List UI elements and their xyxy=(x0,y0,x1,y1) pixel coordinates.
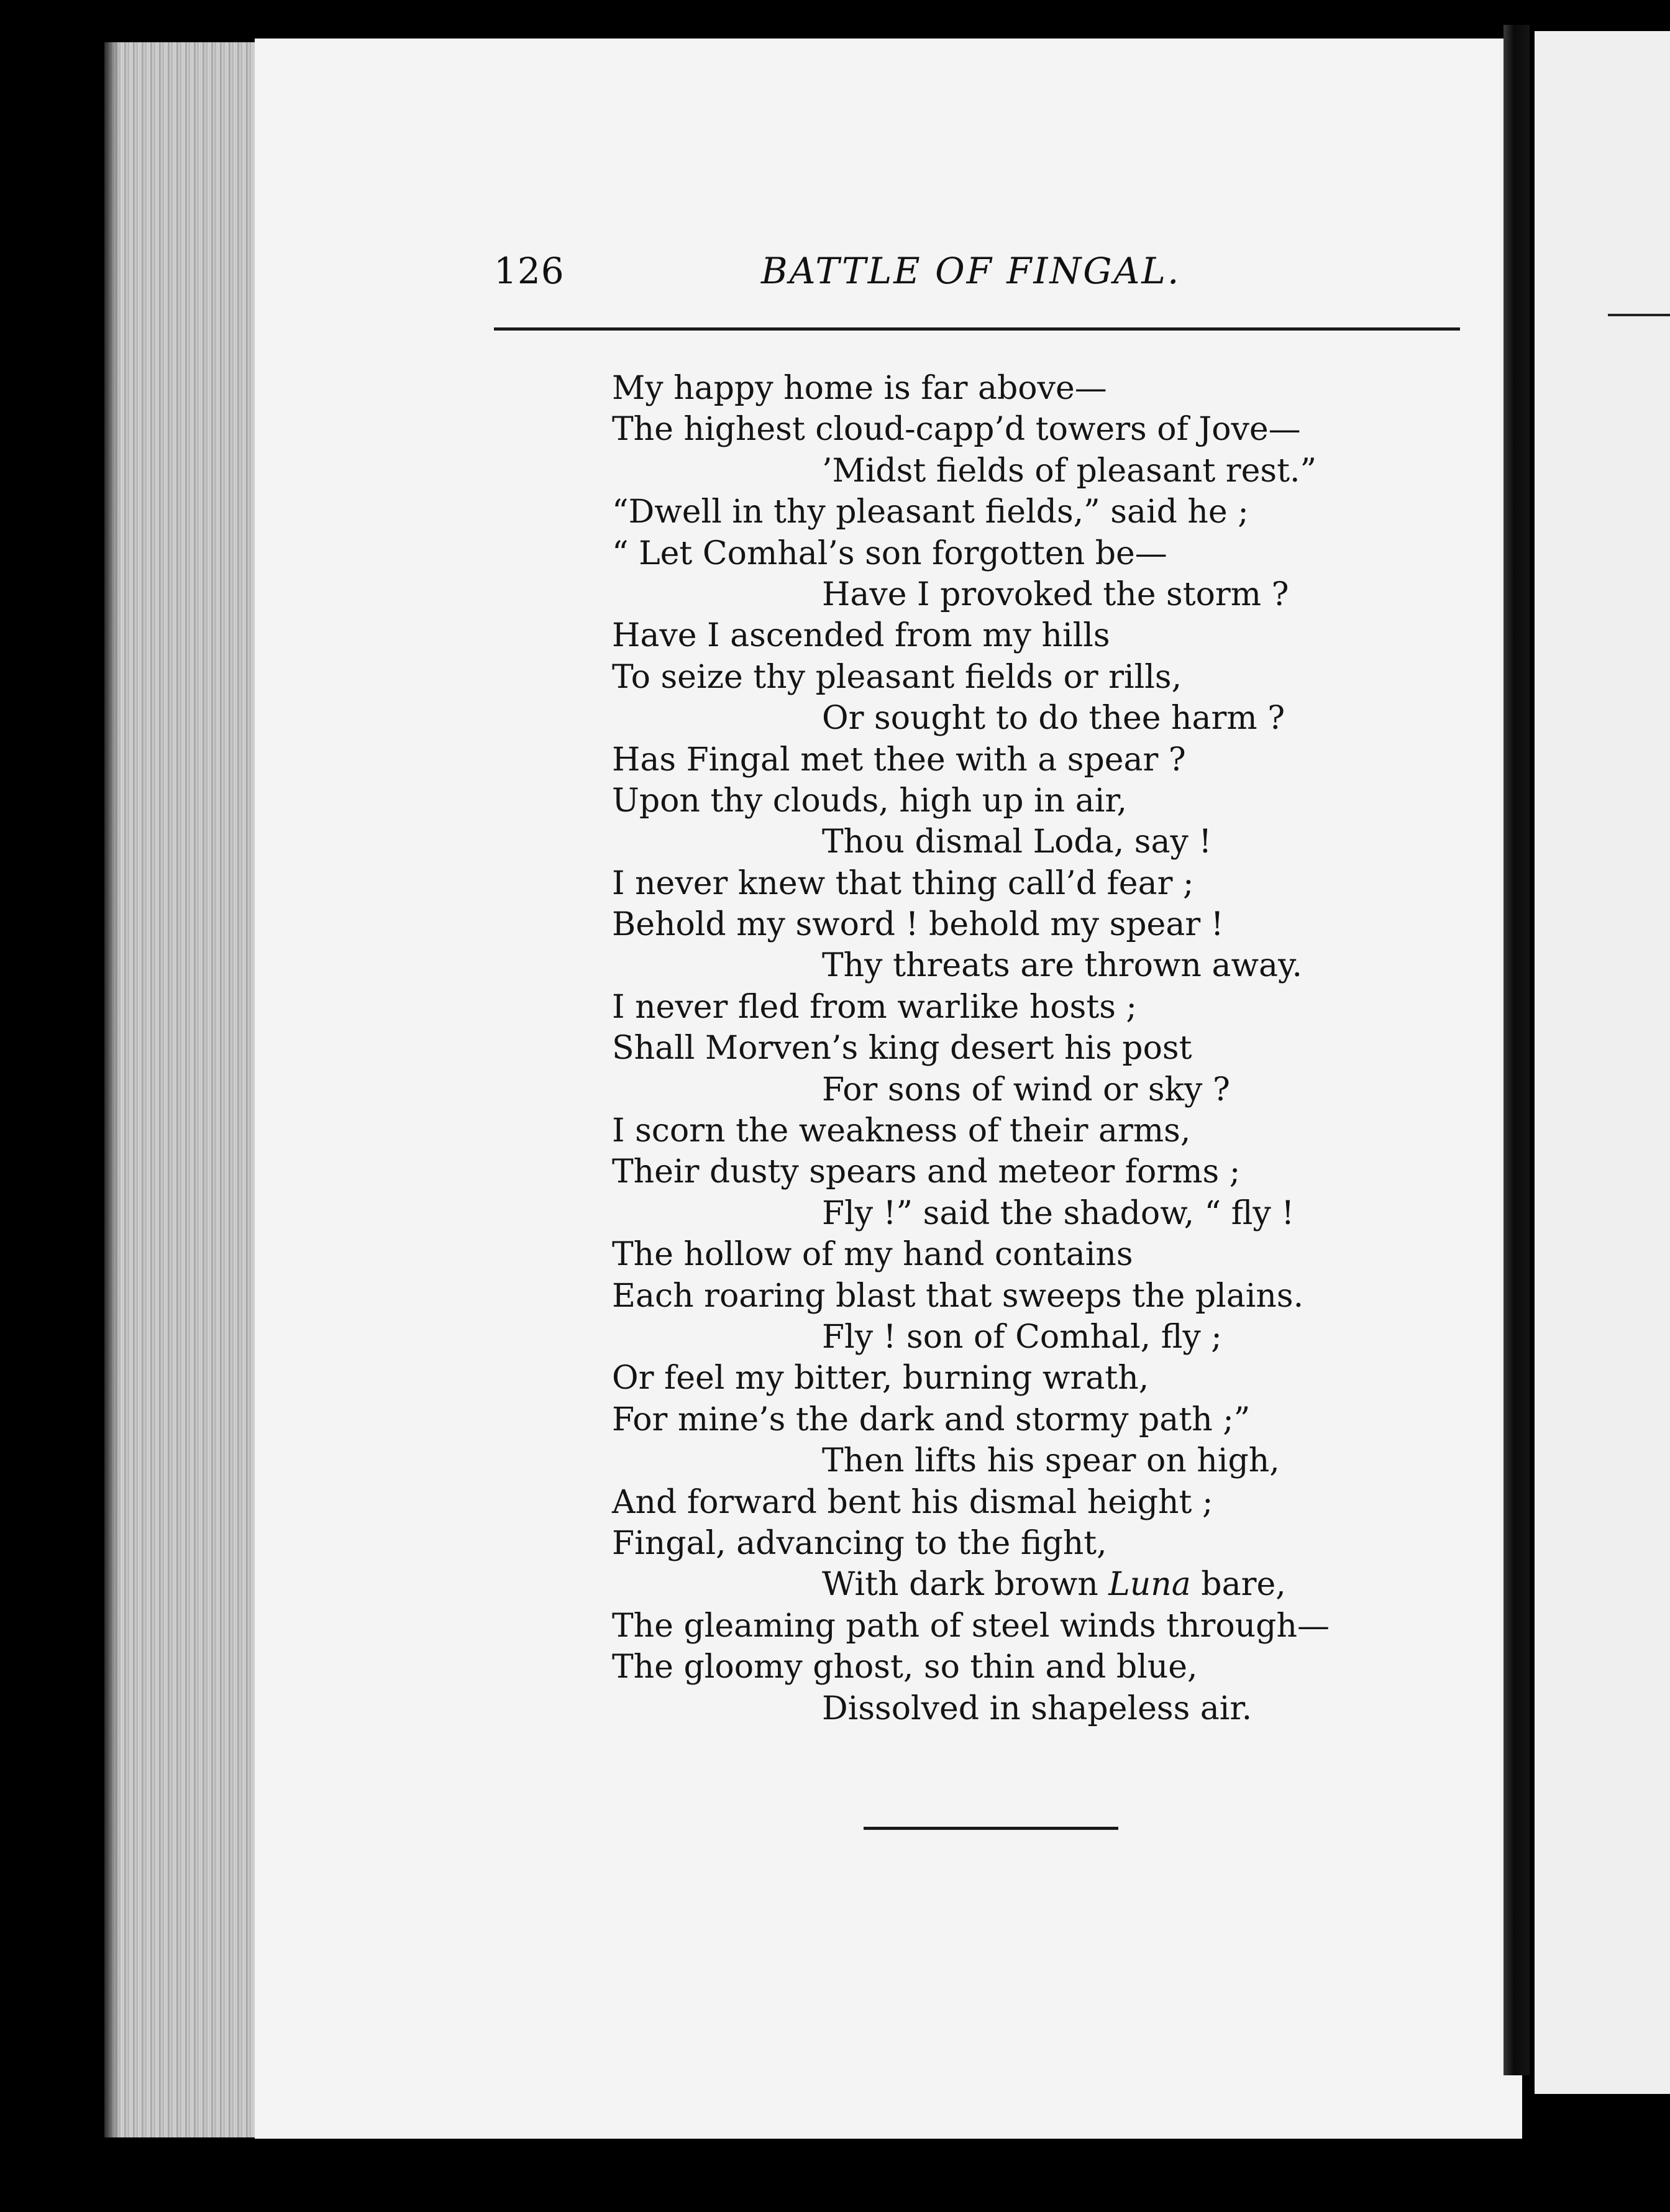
page-edges-shadow xyxy=(104,42,119,2137)
poem-line xyxy=(612,491,1407,532)
poem-line-text: With dark brown Luna bare, xyxy=(822,1566,1286,1604)
poem-line-text: For sons of wind or sky ? xyxy=(822,1071,1230,1108)
poem-line-text: Behold my sword ! behold my spear ! xyxy=(612,906,1224,944)
poem-line-text: For mine’s the dark and stormy path ;” xyxy=(612,1401,1251,1438)
poem-line-text: I scorn the weakness of their arms, xyxy=(612,1112,1191,1150)
book-gutter xyxy=(1503,25,1530,2075)
poem-line xyxy=(612,657,1407,698)
end-rule xyxy=(864,1827,1118,1830)
poem-line xyxy=(612,368,1407,409)
poem-line xyxy=(612,1399,1407,1440)
poem-line xyxy=(612,1564,1407,1605)
italic-word: Luna xyxy=(1108,1566,1191,1604)
poem-line-text: Thy threats are thrown away. xyxy=(822,947,1302,985)
poem-line xyxy=(612,1523,1407,1564)
poem-line xyxy=(612,1028,1407,1069)
poem-line xyxy=(612,987,1407,1028)
poem-line xyxy=(612,698,1407,739)
running-title: BATTLE OF FINGAL. xyxy=(761,250,1181,292)
poem-line-text: Their dusty spears and meteor forms ; xyxy=(612,1153,1241,1191)
poem-line-text: ’Midst fields of pleasant rest.” xyxy=(822,452,1317,490)
poem-line xyxy=(612,450,1407,491)
poem-line xyxy=(612,945,1407,986)
poem-line xyxy=(612,863,1407,904)
poem-line-text: I never knew that thing call’d fear ; xyxy=(612,864,1194,902)
poem-line-text: The gloomy ghost, so thin and blue, xyxy=(612,1648,1198,1686)
poem-line-text: My happy home is far above— xyxy=(612,370,1107,407)
poem-line xyxy=(612,1606,1407,1647)
facing-page-rule xyxy=(1608,314,1670,316)
poem-line-text: Or sought to do thee harm ? xyxy=(822,700,1285,738)
poem-line xyxy=(612,409,1407,450)
poem-line xyxy=(612,904,1407,945)
poem-line xyxy=(612,1276,1407,1317)
poem-line xyxy=(612,615,1407,656)
poem-line-text: Upon thy clouds, high up in air, xyxy=(612,782,1128,820)
poem-line xyxy=(612,1482,1407,1523)
poem-line-text: Then lifts his spear on high, xyxy=(822,1442,1280,1480)
poem-line-text: Shall Morven’s king desert his post xyxy=(612,1030,1192,1067)
poem-line xyxy=(612,1688,1407,1729)
poem-line xyxy=(612,780,1407,821)
poem-line-text: Fly !” said the shadow, “ fly ! xyxy=(822,1194,1295,1232)
facing-page-edge xyxy=(1535,31,1670,2094)
poem-line xyxy=(612,1151,1407,1192)
poem-line-text: To seize thy pleasant fields or rills, xyxy=(612,658,1182,696)
poem-line xyxy=(612,1358,1407,1399)
poem-line-text: Has Fingal met thee with a spear ? xyxy=(612,741,1186,779)
page-edges xyxy=(104,42,266,2137)
poem-line xyxy=(612,533,1407,574)
poem-line xyxy=(612,1647,1407,1688)
poem-line-text: Have I ascended from my hills xyxy=(612,617,1110,655)
poem-line xyxy=(612,1440,1407,1481)
poem-line-text: Or feel my bitter, burning wrath, xyxy=(612,1360,1149,1397)
poem-line xyxy=(612,1234,1407,1275)
poem-line xyxy=(612,574,1407,615)
poem-line-text: The hollow of my hand contains xyxy=(612,1236,1133,1274)
poem-line-text: Each roaring blast that sweeps the plains. xyxy=(612,1277,1304,1315)
poem-line xyxy=(612,821,1407,862)
poem-line xyxy=(612,1193,1407,1234)
poem-line-text: Have I provoked the storm ? xyxy=(822,575,1289,613)
poem-line xyxy=(612,1069,1407,1110)
header-rule xyxy=(494,327,1460,331)
poem xyxy=(612,368,1407,1729)
poem-line-text: I never fled from warlike hosts ; xyxy=(612,988,1137,1026)
page-number: 126 xyxy=(494,250,565,292)
poem-line-text: “Dwell in thy pleasant fields,” said he ; xyxy=(612,493,1249,531)
poem-line-text: The gleaming path of steel winds through— xyxy=(612,1607,1330,1645)
poem-line-text: Fly ! son of Comhal, fly ; xyxy=(822,1318,1222,1356)
poem-line-text: Dissolved in shapeless air. xyxy=(822,1689,1252,1727)
poem-line xyxy=(612,739,1407,780)
poem-line-text: Thou dismal Loda, say ! xyxy=(822,823,1212,861)
poem-line-text: Fingal, advancing to the fight, xyxy=(612,1524,1107,1562)
poem-line-text: “ Let Comhal’s son forgotten be— xyxy=(612,534,1167,572)
poem-line-text: The highest cloud-capp’d towers of Jove— xyxy=(612,411,1301,449)
poem-line xyxy=(612,1317,1407,1358)
poem-line-text: And forward bent his dismal height ; xyxy=(612,1483,1213,1521)
poem-line xyxy=(612,1110,1407,1151)
